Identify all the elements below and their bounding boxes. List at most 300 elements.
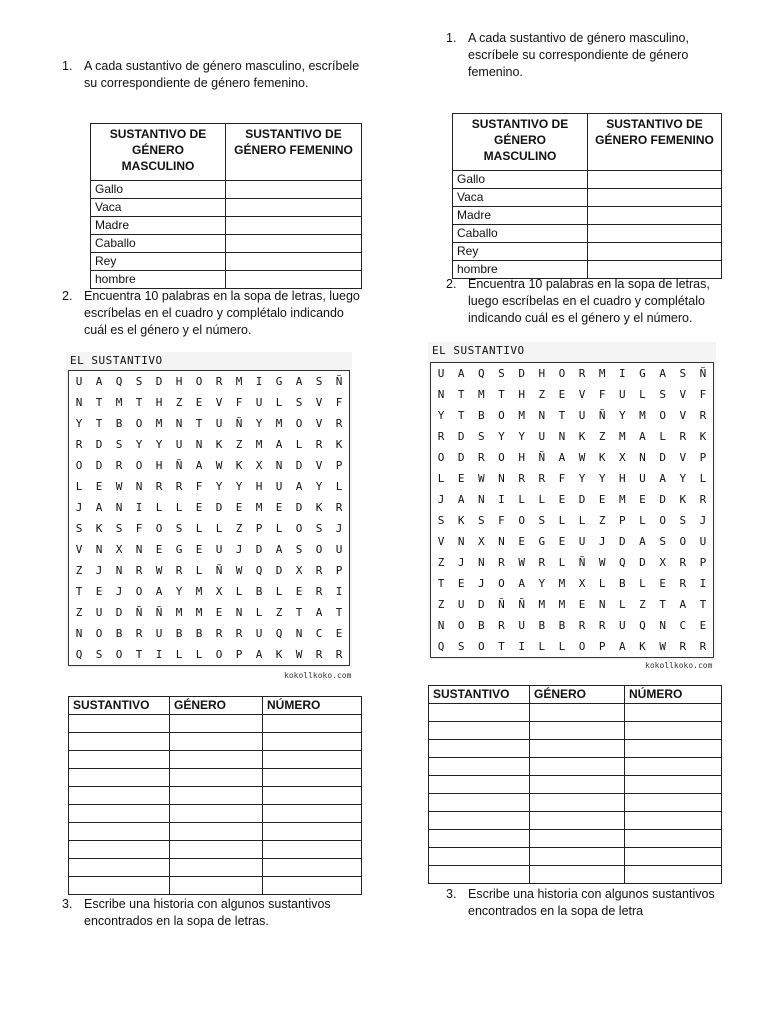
letter-cell[interactable]: M (518, 409, 525, 422)
results-answer-cell[interactable] (263, 751, 362, 769)
results-answer-cell[interactable] (170, 823, 263, 841)
letter-cell[interactable]: L (215, 522, 223, 535)
letter-cell[interactable]: Y (235, 480, 243, 493)
letter-cell[interactable]: U (699, 535, 707, 548)
letter-cell[interactable]: J (457, 556, 465, 569)
letter-cell[interactable]: H (155, 396, 163, 409)
letter-cell[interactable]: M (538, 598, 546, 611)
letter-cell[interactable]: Ñ (578, 556, 586, 569)
letter-cell[interactable]: T (659, 598, 666, 611)
letter-cell[interactable]: Ñ (155, 606, 163, 619)
letter-cell[interactable]: T (95, 396, 103, 409)
letter-cell[interactable]: X (255, 459, 263, 472)
letter-cell[interactable]: B (558, 619, 566, 632)
letter-cell[interactable]: I (335, 585, 343, 598)
letter-cell[interactable]: L (275, 522, 283, 535)
letter-cell[interactable]: H (538, 367, 546, 380)
letter-cell[interactable]: R (498, 556, 505, 569)
results-answer-cell[interactable] (530, 758, 625, 776)
letter-cell[interactable]: G (275, 375, 283, 388)
letter-cell[interactable]: B (255, 585, 263, 598)
letter-cell[interactable]: Ñ (538, 451, 546, 464)
letter-cell[interactable]: M (275, 417, 283, 430)
letter-cell[interactable]: O (578, 640, 586, 653)
letter-cell[interactable]: Z (538, 388, 546, 401)
letter-cell[interactable]: W (578, 451, 586, 464)
results-answer-cell[interactable] (530, 812, 625, 830)
letter-cell[interactable]: E (195, 543, 203, 556)
letter-cell[interactable]: R (315, 438, 323, 451)
letter-cell[interactable]: A (639, 535, 646, 548)
letter-cell[interactable]: G (175, 543, 183, 556)
results-answer-cell[interactable] (170, 769, 263, 787)
letter-cell[interactable]: Z (598, 514, 606, 527)
letter-cell[interactable]: A (95, 501, 103, 514)
letter-cell[interactable]: F (558, 472, 566, 485)
letter-cell[interactable]: T (558, 409, 566, 422)
letter-cell[interactable]: S (538, 514, 546, 527)
letter-cell[interactable]: N (478, 493, 485, 506)
results-answer-cell[interactable] (429, 812, 530, 830)
letter-cell[interactable]: S (478, 430, 485, 443)
letter-cell[interactable]: R (175, 480, 183, 493)
letter-cell[interactable]: Q (255, 564, 263, 577)
letter-cell[interactable]: J (335, 522, 343, 535)
letter-cell[interactable]: R (175, 564, 183, 577)
results-answer-cell[interactable] (625, 794, 722, 812)
letter-cell[interactable]: T (95, 417, 103, 430)
letter-cell[interactable]: I (699, 577, 707, 590)
letter-cell[interactable]: A (275, 543, 283, 556)
letter-cell[interactable]: T (699, 598, 707, 611)
letter-cell[interactable]: K (598, 451, 606, 464)
letter-cell[interactable]: L (175, 501, 183, 514)
letter-cell[interactable]: Z (75, 606, 83, 619)
letter-cell[interactable]: L (578, 514, 586, 527)
letter-cell[interactable]: Y (155, 438, 163, 451)
letter-cell[interactable]: T (457, 409, 465, 422)
letter-cell[interactable]: N (437, 619, 445, 632)
results-answer-cell[interactable] (170, 715, 263, 733)
letter-cell[interactable]: D (95, 438, 103, 451)
letter-cell[interactable]: O (498, 577, 505, 590)
letter-cell[interactable]: R (679, 640, 687, 653)
results-answer-cell[interactable] (530, 794, 625, 812)
letter-cell[interactable]: L (639, 577, 646, 590)
letter-cell[interactable]: O (679, 535, 687, 548)
letter-cell[interactable]: L (619, 598, 626, 611)
results-answer-cell[interactable] (69, 823, 170, 841)
letter-cell[interactable]: S (75, 522, 83, 535)
letter-cell[interactable]: L (195, 564, 203, 577)
letter-cell[interactable]: Z (175, 396, 183, 409)
letter-cell[interactable]: A (558, 451, 566, 464)
letter-cell[interactable]: O (115, 648, 123, 661)
letter-cell[interactable]: U (95, 606, 103, 619)
letter-cell[interactable]: E (155, 543, 163, 556)
letter-cell[interactable]: D (619, 535, 626, 548)
letter-cell[interactable]: W (659, 640, 666, 653)
letter-cell[interactable]: Ñ (335, 375, 343, 388)
letter-cell[interactable]: K (215, 438, 223, 451)
results-answer-cell[interactable] (429, 758, 530, 776)
letter-cell[interactable]: Y (518, 430, 525, 443)
letter-cell[interactable]: N (275, 459, 283, 472)
letter-cell[interactable]: L (235, 585, 243, 598)
letter-cell[interactable]: O (295, 522, 303, 535)
letter-cell[interactable]: I (498, 493, 505, 506)
letter-cell[interactable]: R (538, 472, 546, 485)
letter-cell[interactable]: H (518, 451, 525, 464)
letter-cell[interactable]: L (538, 640, 546, 653)
letter-cell[interactable]: R (699, 640, 707, 653)
letter-cell[interactable]: Ñ (235, 417, 243, 430)
letter-cell[interactable]: D (215, 501, 223, 514)
letter-cell[interactable]: N (295, 627, 303, 640)
letter-cell[interactable]: L (639, 514, 646, 527)
letter-cell[interactable]: A (457, 493, 465, 506)
letter-cell[interactable]: Y (437, 409, 445, 422)
results-answer-cell[interactable] (263, 877, 362, 895)
letter-cell[interactable]: Y (215, 480, 223, 493)
letter-cell[interactable]: B (115, 627, 123, 640)
letter-cell[interactable]: D (639, 556, 646, 569)
letter-cell[interactable]: C (679, 619, 687, 632)
letter-cell[interactable]: H (255, 480, 263, 493)
letter-cell[interactable]: R (518, 472, 525, 485)
letter-cell[interactable]: W (215, 459, 223, 472)
letter-cell[interactable]: W (518, 556, 525, 569)
letter-cell[interactable]: Y (498, 430, 505, 443)
letter-cell[interactable]: Ñ (518, 598, 525, 611)
letter-cell[interactable]: S (659, 535, 666, 548)
letter-cell[interactable]: P (235, 648, 243, 661)
letter-cell[interactable]: L (437, 472, 445, 485)
results-answer-cell[interactable] (625, 704, 722, 722)
letter-cell[interactable]: F (598, 388, 606, 401)
letter-cell[interactable]: U (215, 417, 223, 430)
letter-cell[interactable]: F (498, 514, 505, 527)
letter-cell[interactable]: R (578, 367, 586, 380)
letter-cell[interactable]: Q (275, 627, 283, 640)
letter-cell[interactable]: D (578, 493, 586, 506)
letter-cell[interactable]: N (75, 627, 83, 640)
results-answer-cell[interactable] (170, 787, 263, 805)
letter-cell[interactable]: R (315, 564, 323, 577)
letter-cell[interactable]: A (659, 367, 666, 380)
letter-cell[interactable]: T (335, 606, 343, 619)
results-answer-cell[interactable] (429, 848, 530, 866)
results-answer-cell[interactable] (625, 758, 722, 776)
letter-cell[interactable]: L (275, 585, 283, 598)
letter-cell[interactable]: G (639, 367, 646, 380)
results-answer-cell[interactable] (625, 812, 722, 830)
letter-cell[interactable]: E (518, 535, 525, 548)
letter-cell[interactable]: B (538, 619, 546, 632)
letter-cell[interactable]: E (195, 396, 203, 409)
left-gender-answer-cell[interactable] (226, 271, 362, 289)
results-answer-cell[interactable] (263, 787, 362, 805)
letter-cell[interactable]: L (295, 438, 303, 451)
letter-cell[interactable]: N (498, 472, 505, 485)
letter-cell[interactable]: E (95, 585, 103, 598)
letter-cell[interactable]: X (659, 556, 666, 569)
letter-cell[interactable]: R (135, 627, 143, 640)
letter-cell[interactable]: O (498, 409, 505, 422)
letter-cell[interactable]: L (335, 480, 343, 493)
letter-cell[interactable]: Ñ (215, 564, 223, 577)
results-answer-cell[interactable] (625, 830, 722, 848)
results-answer-cell[interactable] (625, 848, 722, 866)
results-answer-cell[interactable] (263, 859, 362, 877)
results-answer-cell[interactable] (625, 776, 722, 794)
letter-cell[interactable]: N (538, 409, 546, 422)
letter-cell[interactable]: K (275, 648, 283, 661)
results-answer-cell[interactable] (170, 841, 263, 859)
letter-cell[interactable]: O (478, 640, 485, 653)
right-gender-answer-cell[interactable] (588, 189, 722, 207)
letter-cell[interactable]: S (175, 522, 183, 535)
letter-cell[interactable]: T (135, 396, 143, 409)
letter-cell[interactable]: C (315, 627, 323, 640)
letter-cell[interactable]: Z (235, 522, 243, 535)
letter-cell[interactable]: E (457, 472, 465, 485)
letter-cell[interactable]: U (538, 430, 546, 443)
letter-cell[interactable]: R (335, 648, 343, 661)
letter-cell[interactable]: B (175, 627, 183, 640)
letter-cell[interactable]: D (155, 375, 163, 388)
letter-cell[interactable]: X (295, 564, 303, 577)
letter-cell[interactable]: Y (598, 472, 606, 485)
letter-cell[interactable]: Z (598, 430, 606, 443)
letter-cell[interactable]: D (457, 430, 465, 443)
letter-cell[interactable]: Q (437, 640, 445, 653)
letter-cell[interactable]: U (437, 367, 445, 380)
letter-cell[interactable]: D (478, 598, 485, 611)
letter-cell[interactable]: R (699, 493, 707, 506)
letter-cell[interactable]: B (478, 619, 485, 632)
letter-cell[interactable]: W (598, 556, 606, 569)
letter-cell[interactable]: N (95, 543, 103, 556)
results-answer-cell[interactable] (429, 722, 530, 740)
letter-cell[interactable]: T (195, 417, 203, 430)
letter-cell[interactable]: J (95, 564, 103, 577)
letter-cell[interactable]: T (498, 640, 505, 653)
letter-cell[interactable]: M (115, 396, 123, 409)
letter-cell[interactable]: T (75, 585, 83, 598)
results-answer-cell[interactable] (170, 859, 263, 877)
letter-cell[interactable]: U (619, 388, 626, 401)
letter-cell[interactable]: X (619, 451, 626, 464)
letter-cell[interactable]: F (335, 396, 343, 409)
results-answer-cell[interactable] (263, 715, 362, 733)
letter-cell[interactable]: R (135, 564, 143, 577)
letter-cell[interactable]: A (295, 480, 303, 493)
letter-cell[interactable]: B (195, 627, 203, 640)
letter-cell[interactable]: N (135, 480, 143, 493)
letter-cell[interactable]: Z (437, 598, 445, 611)
results-answer-cell[interactable] (625, 866, 722, 884)
letter-cell[interactable]: U (255, 396, 263, 409)
letter-cell[interactable]: U (457, 598, 465, 611)
letter-cell[interactable]: E (95, 480, 103, 493)
letter-cell[interactable]: T (498, 388, 505, 401)
letter-cell[interactable]: D (275, 564, 283, 577)
letter-cell[interactable]: T (135, 648, 143, 661)
results-answer-cell[interactable] (429, 866, 530, 884)
letter-cell[interactable]: R (315, 585, 323, 598)
letter-cell[interactable]: O (315, 543, 323, 556)
letter-cell[interactable]: O (135, 417, 143, 430)
right-gender-answer-cell[interactable] (588, 171, 722, 189)
letter-cell[interactable]: O (659, 409, 666, 422)
letter-cell[interactable]: H (518, 388, 525, 401)
results-answer-cell[interactable] (429, 794, 530, 812)
letter-cell[interactable]: P (699, 451, 707, 464)
letter-cell[interactable]: E (295, 585, 303, 598)
letter-cell[interactable]: A (155, 585, 163, 598)
letter-cell[interactable]: U (75, 375, 83, 388)
letter-cell[interactable]: O (195, 375, 203, 388)
letter-cell[interactable]: Y (255, 417, 263, 430)
letter-cell[interactable]: N (478, 556, 485, 569)
results-answer-cell[interactable] (69, 841, 170, 859)
letter-cell[interactable]: E (598, 493, 606, 506)
letter-cell[interactable]: E (215, 606, 223, 619)
letter-cell[interactable]: E (699, 619, 707, 632)
letter-cell[interactable]: N (639, 451, 646, 464)
letter-cell[interactable]: P (255, 522, 263, 535)
letter-cell[interactable]: S (295, 396, 303, 409)
letter-cell[interactable]: X (115, 543, 123, 556)
results-answer-cell[interactable] (263, 823, 362, 841)
letter-cell[interactable]: Y (135, 438, 143, 451)
letter-cell[interactable]: L (255, 606, 263, 619)
letter-cell[interactable]: J (235, 543, 243, 556)
results-answer-cell[interactable] (69, 769, 170, 787)
letter-cell[interactable]: D (659, 493, 666, 506)
letter-cell[interactable]: O (518, 514, 525, 527)
letter-cell[interactable]: E (558, 493, 566, 506)
letter-cell[interactable]: O (215, 648, 223, 661)
letter-cell[interactable]: L (195, 648, 203, 661)
letter-cell[interactable]: T (457, 388, 465, 401)
letter-cell[interactable]: U (619, 619, 626, 632)
letter-cell[interactable]: E (457, 577, 465, 590)
letter-cell[interactable]: N (75, 396, 83, 409)
letter-cell[interactable]: K (578, 430, 586, 443)
letter-cell[interactable]: G (538, 535, 546, 548)
letter-cell[interactable]: L (155, 501, 163, 514)
letter-cell[interactable]: Y (679, 472, 687, 485)
results-answer-cell[interactable] (429, 776, 530, 794)
letter-cell[interactable]: R (699, 409, 707, 422)
letter-cell[interactable]: Y (578, 472, 586, 485)
letter-cell[interactable]: B (619, 577, 626, 590)
results-answer-cell[interactable] (69, 751, 170, 769)
letter-cell[interactable]: N (195, 438, 203, 451)
letter-cell[interactable]: R (315, 648, 323, 661)
letter-cell[interactable]: D (295, 459, 303, 472)
letter-cell[interactable]: U (255, 627, 263, 640)
letter-cell[interactable]: A (659, 472, 666, 485)
letter-cell[interactable]: A (255, 648, 263, 661)
letter-cell[interactable]: D (457, 451, 465, 464)
letter-cell[interactable]: M (639, 409, 646, 422)
letter-cell[interactable]: M (195, 606, 203, 619)
results-answer-cell[interactable] (625, 722, 722, 740)
letter-cell[interactable]: O (95, 627, 103, 640)
letter-cell[interactable]: P (598, 640, 606, 653)
letter-cell[interactable]: M (155, 417, 163, 430)
letter-cell[interactable]: R (679, 556, 687, 569)
letter-cell[interactable]: K (235, 459, 243, 472)
letter-cell[interactable]: S (115, 438, 123, 451)
results-answer-cell[interactable] (530, 722, 625, 740)
letter-cell[interactable]: D (659, 451, 666, 464)
letter-cell[interactable]: Y (75, 417, 83, 430)
letter-cell[interactable]: L (598, 577, 606, 590)
letter-cell[interactable]: N (115, 501, 123, 514)
letter-cell[interactable]: M (235, 375, 243, 388)
letter-cell[interactable]: N (498, 535, 505, 548)
letter-cell[interactable]: W (478, 472, 485, 485)
results-answer-cell[interactable] (69, 805, 170, 823)
letter-cell[interactable]: O (457, 619, 465, 632)
letter-cell[interactable]: O (498, 451, 505, 464)
left-gender-answer-cell[interactable] (226, 253, 362, 271)
letter-cell[interactable]: D (255, 543, 263, 556)
letter-cell[interactable]: Z (235, 438, 243, 451)
letter-cell[interactable]: N (235, 606, 243, 619)
results-answer-cell[interactable] (530, 776, 625, 794)
letter-cell[interactable]: J (699, 514, 707, 527)
results-answer-cell[interactable] (263, 841, 362, 859)
results-answer-cell[interactable] (530, 740, 625, 758)
letter-cell[interactable]: N (175, 417, 183, 430)
letter-cell[interactable]: A (619, 640, 626, 653)
letter-cell[interactable]: N (437, 388, 445, 401)
letter-cell[interactable]: S (115, 522, 123, 535)
letter-cell[interactable]: M (619, 493, 626, 506)
letter-cell[interactable]: P (699, 556, 707, 569)
letter-cell[interactable]: X (478, 535, 485, 548)
letter-cell[interactable]: O (155, 522, 163, 535)
letter-cell[interactable]: J (115, 585, 123, 598)
letter-cell[interactable]: E (558, 388, 566, 401)
letter-cell[interactable]: R (679, 577, 687, 590)
letter-cell[interactable]: K (335, 438, 343, 451)
letter-cell[interactable]: R (75, 438, 83, 451)
letter-cell[interactable]: O (437, 451, 445, 464)
letter-cell[interactable]: V (315, 396, 323, 409)
letter-cell[interactable]: A (518, 577, 525, 590)
letter-cell[interactable]: S (498, 367, 505, 380)
left-gender-answer-cell[interactable] (226, 199, 362, 217)
letter-cell[interactable]: S (478, 514, 485, 527)
letter-cell[interactable]: J (75, 501, 83, 514)
letter-cell[interactable]: S (659, 388, 666, 401)
letter-cell[interactable]: Z (639, 598, 646, 611)
letter-cell[interactable]: R (578, 619, 586, 632)
letter-cell[interactable]: M (558, 598, 566, 611)
letter-cell[interactable]: V (679, 388, 687, 401)
letter-cell[interactable]: R (215, 627, 223, 640)
letter-cell[interactable]: O (75, 459, 83, 472)
letter-cell[interactable]: A (95, 375, 103, 388)
letter-cell[interactable]: S (679, 514, 687, 527)
letter-cell[interactable]: R (235, 627, 243, 640)
